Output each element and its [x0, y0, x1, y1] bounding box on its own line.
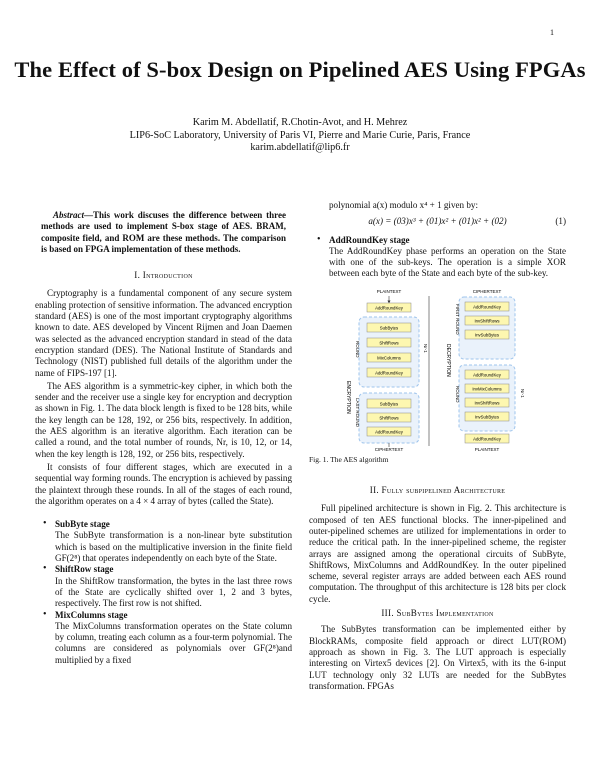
bullet-icon: • — [43, 563, 47, 575]
dec-block-label: AddRoundKey — [473, 372, 501, 378]
enc-iteration-label: Nr-1 — [423, 343, 428, 353]
bullet-icon: • — [43, 608, 47, 620]
aes-diagram — [309, 286, 566, 452]
figure-caption: Fig. 1. The AES algorithm — [309, 454, 389, 464]
enc-last-round-side-label: LAST ROUND — [355, 397, 360, 427]
section-heading-introduction: I. Introduction — [134, 270, 193, 281]
equation — [309, 216, 566, 227]
intro-paragraph-1: Cryptography is a fundamental component of any secure system enabling protection of sensitive information. The advanced encryption standard (AES) is one of the most important cryptography algorithms known to date. AES developed by Vincent Rijmen and Joan Daemen was selected as the advanced encryption standard in stead of the data encryption standard (DES). The National Institute of Standards and Technology (NIST) published full details of the algorithm under the name of FIPS-197 [1]. — [35, 288, 292, 378]
dec-block-label: AddRoundKey — [473, 436, 501, 442]
stage-list — [35, 519, 292, 666]
dec-block-label: InvShiftRows — [474, 400, 500, 406]
right-column — [309, 200, 566, 692]
abstract: Abstract—This work discuses the difference between three methods are used to implement S-box stage of AES. BRAM, composite field, and ROM are these methods. The comparison is based on FPGA implementation of these methods. — [41, 210, 286, 254]
enc-output-label: CIPHERTEXT — [374, 446, 404, 452]
stage-name: SubByte stage — [55, 519, 110, 530]
dec-block-label: InvSubBytes — [474, 332, 500, 338]
architecture-paragraph: Full pipelined architecture is shown in Fig. 2. This architecture is composed of ten AES functional blocks. The inner-pipelined and outer-pipelined schemes are utilized for implementations in order to reduce the critical path. In the inner-pipelined scheme, the register arrays are assigned among the operational circuits of SubByte, ShiftRows, MixColumns and AddRoundKey. In the outer pipelined scheme, several register arrays are added between each AES round computation. The throughput of this architecture is 128 bits per clock cycle. — [309, 503, 566, 604]
section-heading-architecture: II. Fully subpipelined Architecture — [369, 485, 506, 496]
stage-description: The AddRoundKey phase performs an operation on the State with one of the sub-keys. The operation is a simple XOR between each byte of the State and each byte of the sub-key. — [329, 245, 566, 279]
enc-block-label: MixColumns — [377, 355, 401, 361]
enc-input-label: PLAINTEXT — [376, 288, 402, 294]
encryption-label: ENCRYPTION — [345, 380, 351, 414]
paper-title: The Effect of S-box Design on Pipelined AES Using FPGAs — [14, 57, 586, 82]
email: karim.abdellatif@lip6.fr — [250, 142, 350, 153]
stage-description: The MixColumns transformation operates on the State column by column, treating each column as a four-term polynomial. The columns are considered as polynomials over GF(2⁸)and multiplied by a fixed — [55, 620, 292, 665]
authors: Karim M. Abdellatif, R.Chotin-Avot, and H. Mehrez — [192, 117, 408, 128]
abstract-label: Abstract — [53, 210, 85, 220]
affiliation: LIP6-SoC Laboratory, University of Paris VI, Pierre and Marie Curie, Paris, France — [129, 129, 471, 141]
author-block — [0, 117, 600, 155]
stage-list-continued — [309, 235, 566, 280]
decryption-label: DECRYPTION — [445, 343, 451, 377]
equation-number: (1) — [555, 216, 566, 227]
aes-figure — [309, 286, 566, 452]
list-item — [43, 519, 292, 564]
stage-description: In the ShiftRow transformation, the bytes in the last three rows of the State are cyclically shifted over 1, 2 and 3 bytes, respectively. The first row is not shifted. — [55, 575, 292, 609]
enc-block-label: SubBytes — [379, 325, 399, 331]
enc-block-label: AddRoundKey — [375, 370, 403, 376]
dec-block-label: InvShiftRows — [474, 318, 500, 324]
stage-description: The SubByte transformation is a non-linear byte substitution which is based on the multiplicative inversion in the finite field GF(2⁸) that operates independently on each byte of the State. — [55, 530, 292, 564]
dec-round-side-label: ROUND — [455, 385, 460, 403]
list-item — [317, 235, 566, 280]
abstract-text: This work discuses the difference between three methods are used to implement S-box stage of AES. BRAM, composite field, and ROM are these methods. The comparison is based on FPGA implementation of these methods. — [41, 210, 286, 254]
intro-paragraph-3: It consists of four different stages, which are executed in a sequential way forming rounds. The encryption is achieved by passing the plaintext through these rounds. In all of the stages of each round, the algorithm operates on a 4 × 4 array of bytes (called the State). — [35, 461, 292, 506]
enc-block-label: SubBytes — [379, 401, 399, 407]
polynomial-line: polynomial a(x) modulo x⁴ + 1 given by: — [329, 200, 478, 210]
dec-iteration-label: Nr-1 — [520, 388, 525, 398]
subbytes-paragraph: The SubBytes transformation can be implemented either by BlockRAMs, composite field approach or direct LUT(ROM) approach as shown in Fig. 3. The LUT approach is especially interesting on Virtex5 devices [2]. On Virtex5, with its the 6-input LUT technology only 32 LUTs are needed for the SubBytes transformation. FPGAs — [309, 624, 566, 691]
dec-input-label: CIPHERTEXT — [472, 288, 502, 294]
equation-text: a(x) = (03)x³ + (01)x² + (01)x² + (02) — [368, 216, 507, 227]
stage-name: AddRoundKey stage — [329, 234, 410, 245]
dec-block-label: InvMixColumns — [472, 386, 502, 392]
stage-name: ShiftRow stage — [55, 564, 114, 575]
dec-block-label: InvSubBytes — [474, 414, 500, 420]
stage-name: MixColumns stage — [55, 609, 128, 620]
section-heading-subbytes: III. SubBytes Implementation — [381, 608, 494, 619]
list-item — [43, 564, 292, 609]
dec-output-label: PLAINTEXT — [474, 446, 500, 452]
list-item — [43, 610, 292, 666]
enc-block-label: AddRoundKey — [375, 429, 403, 435]
bullet-icon: • — [317, 233, 321, 245]
enc-round-side-label: ROUND — [355, 340, 360, 358]
dec-first-round-side-label: FIRST ROUND — [455, 303, 460, 335]
bullet-icon: • — [43, 518, 47, 530]
enc-block-label: ShiftRows — [379, 340, 399, 346]
page-number: 1 — [550, 28, 554, 37]
dec-block-label: AddRoundKey — [473, 304, 501, 310]
intro-paragraph-2: The AES algorithm is a symmetric-key cipher, in which both the sender and the receiver use a single key for encryption and decryption as shown in Fig. 1. The data block length is fixed to be 128 bits, while the key length can be 128, 192, or 256 bits, respectively. In addition, the AES algorithm is an iterative algorithm. Each iteration can be called a round, and the total number of rounds, Nr, is 10, 12, or 14, when the key length is 128, 192, or 256 bits, respectively. — [35, 380, 292, 459]
enc-block-label: AddRoundKey — [375, 305, 403, 311]
enc-block-label: ShiftRows — [379, 415, 399, 421]
left-column — [35, 210, 292, 666]
